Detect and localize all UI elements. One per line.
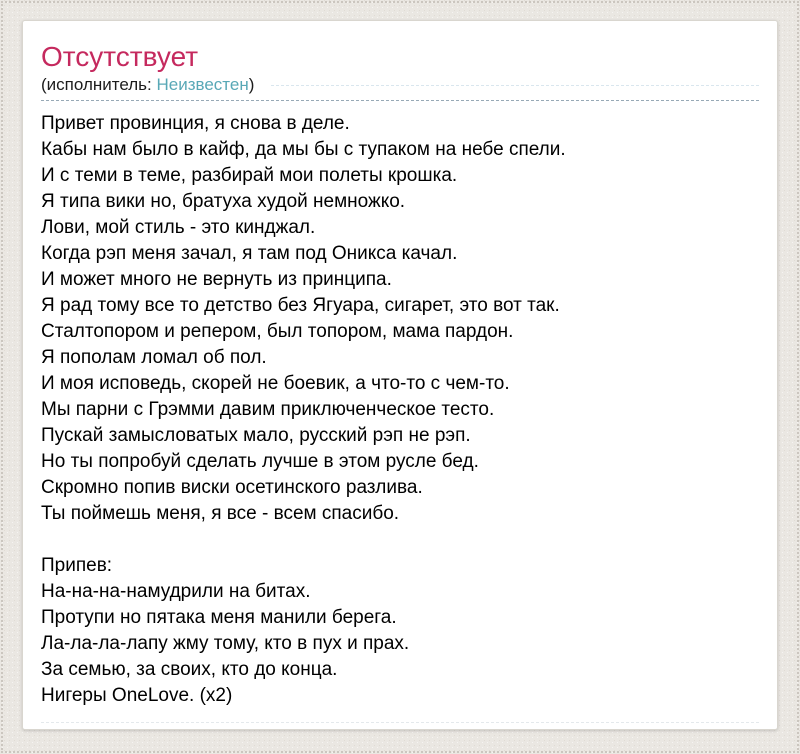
lyric-line: За семью, за своих, кто до конца. [41, 659, 338, 680]
artist-row [41, 73, 759, 101]
lyric-line: Протупи но пятака меня манили берега. [41, 607, 397, 628]
lyric-line: Но ты попробуй сделать лучше в этом русле бед. [41, 451, 479, 472]
lyrics [41, 111, 759, 709]
lyric-line: Мы парни с Грэмми давим приключенческое тесто. [41, 399, 495, 420]
lyric-line: И моя исповедь, скорей не боевик, а что-то с чем-то. [41, 373, 510, 394]
lyric-line: Я типа вики но, братуха худой немножко. [41, 191, 406, 212]
bottom-divider [41, 722, 759, 723]
artist-link[interactable]: Неизвестен [156, 75, 249, 94]
song-title: Отсутствует [41, 41, 199, 72]
lyric-line: Ла-ла-ла-лапу жму тому, кто в пух и прах. [41, 633, 410, 654]
lyric-line: На-на-на-намудрили на битах. [41, 581, 311, 602]
lyric-line [41, 527, 759, 553]
lyric-line: И может много не вернуть из принципа. [41, 269, 392, 290]
lyric-line: Привет провинция, я снова в деле. [41, 113, 350, 134]
lyric-line: Ты поймешь меня, я все - всем спасибо. [41, 503, 400, 524]
artist-label-suffix: ) [248, 75, 255, 94]
lyric-line: Кабы нам было в кайф, да мы бы с тупаком на небе спели. [41, 139, 566, 160]
lyric-line: Я рад тому все то детство без Ягуара, сигарет, это вот так. [41, 295, 560, 316]
lyric-line: И с теми в теме, разбирай мои полеты крошка. [41, 165, 458, 186]
lyric-line: Пускай замысловатых мало, русский рэп не рэп. [41, 425, 471, 446]
faint-dotted-rule [271, 85, 759, 86]
lyric-line: Припев: [41, 555, 113, 576]
lyric-line: Нигеры OneLove. (x2) [41, 685, 233, 706]
artist-label-prefix: (исполнитель: [41, 75, 157, 94]
lyric-line: Когда рэп меня зачал, я там под Оникса качал. [41, 243, 458, 264]
lyric-line: Скромно попив виски осетинского разлива. [41, 477, 423, 498]
lyric-line: Я пополам ломал об пол. [41, 347, 267, 368]
lyrics-card [22, 20, 778, 730]
lyric-line: Лови, мой стиль - это кинджал. [41, 217, 316, 238]
lyric-line: Сталтопором и репером, был топором, мама пардон. [41, 321, 514, 342]
